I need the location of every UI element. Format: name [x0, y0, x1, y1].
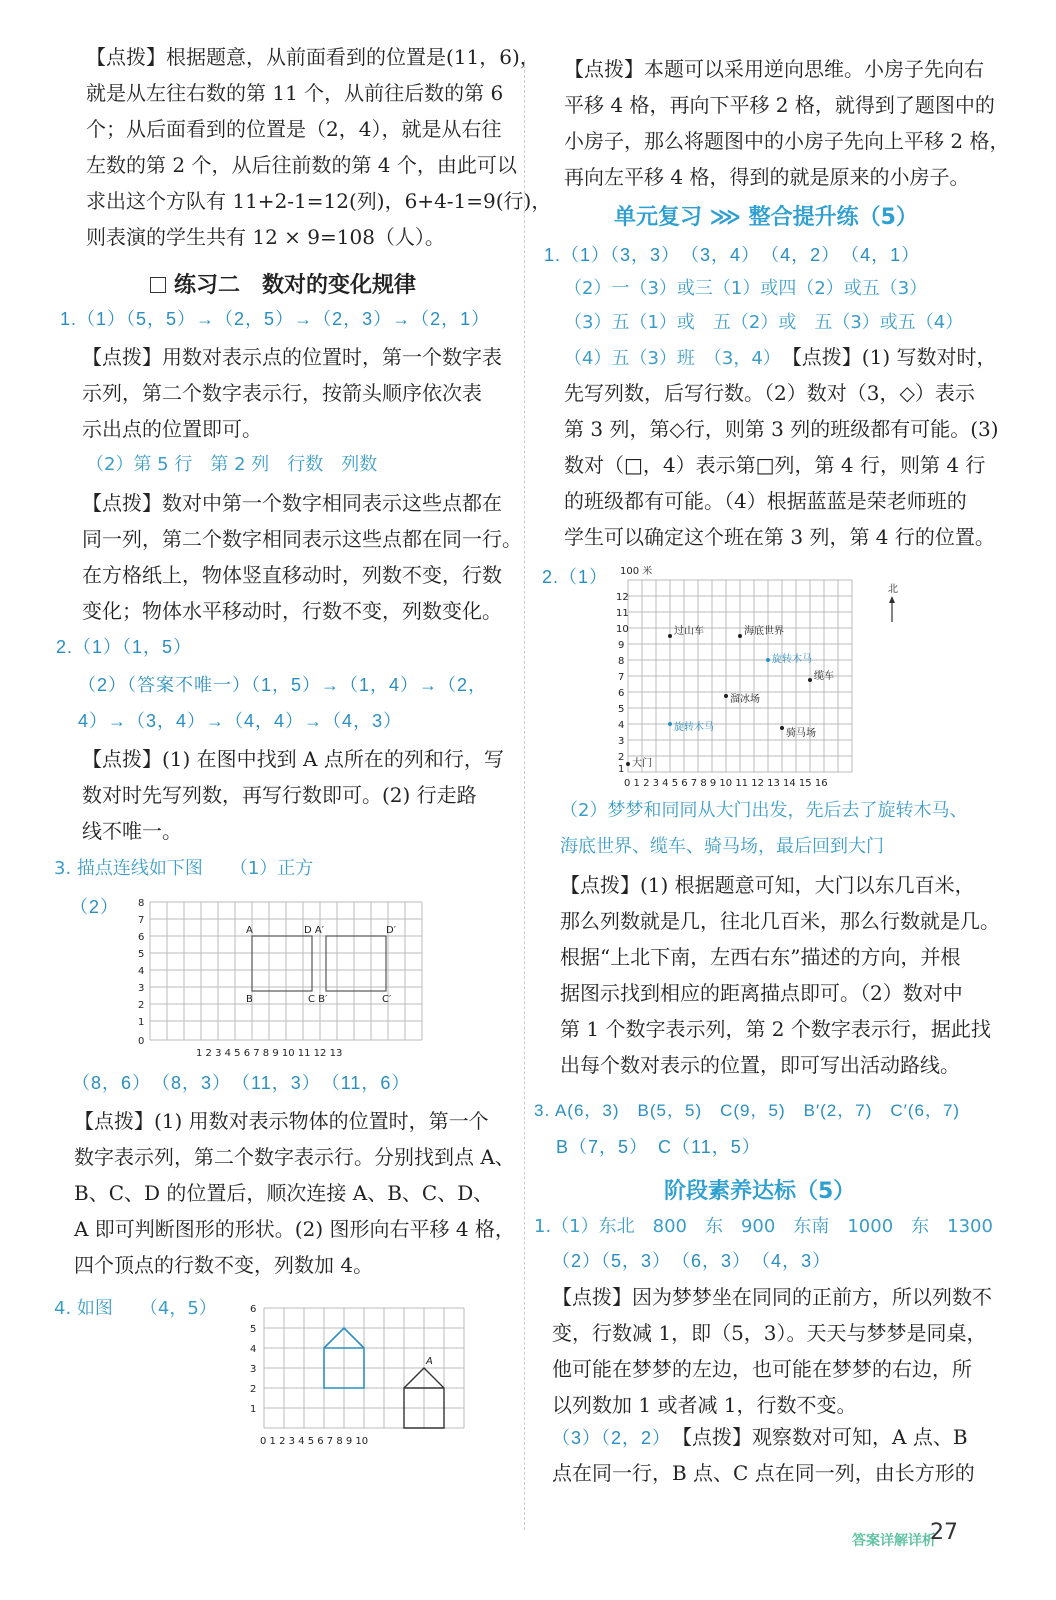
answer-line: （2）第 5 行 第 2 列 行数 列数 [86, 454, 378, 475]
svg-text:9: 9 [618, 640, 625, 651]
answer-line: 海底世界、缆车、骑马场，最后回到大门 [560, 836, 884, 857]
amusement-park-map [606, 566, 946, 790]
text-line: 【点拨】(1) 在图中找到 A 点所在的列和行，写 [82, 747, 504, 771]
svg-text:C′: C′ [382, 994, 392, 1005]
svg-text:12: 12 [616, 592, 629, 603]
text-line: 变化；物体水平移动时，行数不变，列数变化。 [82, 599, 502, 623]
answer-line: 3. A(6，3) B(5，5) C(9，5) B′(2，7) C′(6，7) [534, 1101, 961, 1120]
text-line: 【点拨】(1) 根据题意可知，大门以东几百米， [560, 873, 975, 897]
text-line: 先写列数，后写行数。（2）数对（3，◇）表示 [564, 381, 975, 405]
text-line: 示列，第二个数字表示行，按箭头顺序依次表 [82, 381, 482, 405]
svg-text:A: A [246, 925, 253, 936]
text-line: 变，行数减 1，即（5，3）。天天与梦梦是同桌， [552, 1321, 987, 1345]
text-line [564, 340, 997, 376]
answer-text: （4）五（3）班 （3，4） [564, 348, 772, 369]
text-line: 学生可以确定这个班在第 3 列，第 4 行的位置。 [564, 525, 995, 549]
text-line: 在方格纸上，物体竖直移动时，列数不变，行数 [82, 563, 502, 587]
text-line: 线不唯一。 [82, 819, 182, 843]
footer-label: 答案详解详析 [852, 1533, 936, 1549]
map-unit: 100 米 [620, 566, 653, 577]
text-line: 第 3 列，第◇行，则第 3 列的班级都有可能。(3) [564, 417, 999, 441]
svg-text:7: 7 [618, 672, 625, 683]
text-line [552, 1420, 968, 1455]
svg-text:5: 5 [138, 949, 145, 960]
answer-line: 4）→（3，4）→（4，4）→（4，3） [78, 711, 403, 731]
svg-text:A: A [426, 1356, 433, 1367]
svg-text:D A′: D A′ [304, 925, 324, 936]
svg-text:4: 4 [618, 720, 625, 731]
text-line: 数字表示列，第二个数字表示行。分别找到点 A、 [74, 1145, 515, 1169]
answer-line: （8，6） （8，3） （11，3） （11，6） [72, 1073, 411, 1093]
answer-line: 1.（1）（3，3） （3，4） （4，2） （4，1） [544, 245, 921, 265]
page-number: 27 [930, 1520, 958, 1545]
svg-text:3: 3 [250, 1364, 257, 1375]
answer-text: （3）（2，2） [552, 1428, 663, 1448]
grid-figure-q4 [242, 1296, 482, 1456]
svg-text:7: 7 [138, 915, 145, 926]
text-line: 【点拨】因为梦梦坐在同同的正前方，所以列数不 [552, 1285, 992, 1309]
answer-line: 2.（1）（1，5） [56, 637, 193, 657]
svg-text:10: 10 [616, 624, 629, 635]
svg-text:6: 6 [618, 688, 625, 699]
answer-line: 4. 如图 （4，5） [54, 1298, 217, 1319]
map-place: 海底世界 [744, 626, 784, 637]
answer-line: B（7，5） C（11，5） [556, 1137, 761, 1157]
text-line: A 即可判断图形的形状。(2) 图形向右平移 4 格， [74, 1217, 515, 1241]
map-place: 溜冰场 [730, 694, 760, 705]
text-line: 据图示找到相应的距离描点即可。（2）数对中 [560, 981, 963, 1005]
answer-line: 1.（1）（5，5）→（2，5）→（2，3）→（2，1） [60, 309, 491, 329]
text-line: 平移 4 格，再向下平移 2 格，就得到了题图中的 [564, 93, 995, 117]
map-place: 缆车 [814, 671, 834, 682]
svg-text:1: 1 [138, 1017, 145, 1028]
text-line: 小房子，那么将题图中的小房子先向上平移 2 格， [564, 129, 1010, 153]
north-label: 北 [888, 584, 898, 595]
text-line: 【点拨】用数对表示点的位置时，第一个数字表 [82, 345, 502, 369]
answer-line: （2）（答案不唯一）（1，5）→（1，4）→（2， [78, 675, 488, 695]
map-place: 过山车 [674, 626, 704, 637]
svg-text:D′: D′ [386, 925, 396, 936]
svg-text:2: 2 [618, 752, 625, 763]
svg-text:1 2 3 4 5 6 7 8 9 10 11 12 13: 1 2 3 4 5 6 7 8 9 10 11 12 13 [196, 1048, 343, 1059]
answer-line: 2.（1） [542, 567, 609, 587]
tip-text: 【点拨】(1) 写数对时， [791, 345, 997, 369]
text-line: 就是从左往右数的第 11 个，从前往后数的第 6 [86, 81, 504, 105]
tip-text: 【点拨】观察数对可知，A 点、B [682, 1425, 968, 1449]
map-place: 骑马场 [786, 728, 816, 739]
text-line: B、C、D 的位置后，顺次连接 A、B、C、D、 [74, 1181, 494, 1205]
text-line: 【点拨】本题可以采用逆向思维。小房子先向右 [564, 57, 984, 81]
answer-line: 3. 描点连线如下图 （1）正方 [54, 858, 314, 879]
map-place: 旋转木马 [772, 654, 812, 665]
svg-text:11: 11 [616, 608, 629, 619]
grid-figure-q3 [116, 892, 446, 1062]
answer-line: （2） [70, 897, 120, 917]
svg-text:5: 5 [250, 1324, 257, 1335]
svg-text:4: 4 [250, 1344, 257, 1355]
answer-line: （2）梦梦和同同从大门出发，先后去了旋转木马、 [560, 800, 968, 821]
text-line: 的班级都有可能。（4）根据蓝蓝是荣老师班的 [564, 489, 967, 513]
section-title: 单元复习 ⋙ 整合提升练（5） [614, 205, 918, 230]
text-line: 则表演的学生共有 12 × 9=108（人）。 [86, 225, 445, 249]
answer-line: （3）五（1）或 五（2）或 五（3）或五（4） [564, 312, 964, 333]
text-line: 【点拨】数对中第一个数字相同表示这些点都在 [82, 491, 502, 515]
checkbox-icon [150, 277, 166, 293]
text-line: 个；从后面看到的位置是（2，4），就是从右往 [86, 117, 502, 141]
text-line: 同一列，第二个数字相同表示这些点都在同一行。 [82, 527, 522, 551]
svg-text:B: B [246, 994, 253, 1005]
text-line: 【点拨】(1) 用数对表示物体的位置时，第一个 [74, 1109, 489, 1133]
answer-line: （2）一（3）或三（1）或四（2）或五（3） [564, 278, 928, 299]
text-line: 再向左平移 4 格，得到的就是原来的小房子。 [564, 165, 970, 189]
svg-text:3: 3 [138, 983, 145, 994]
text-line: 根据“上北下南，左西右东”描述的方向，并根 [560, 945, 961, 969]
text-line: 那么列数就是几，往北几百米，那么行数就是几。 [560, 909, 1000, 933]
text-line: 四个顶点的行数不变，列数加 4。 [74, 1253, 374, 1277]
text-line: 点在同一行，B 点、C 点在同一列，由长方形的 [552, 1461, 975, 1485]
svg-text:0 1 2 3 4 5 6 7 8 9 10 11 12 1: 0 1 2 3 4 5 6 7 8 9 10 11 12 13 14 15 16 [624, 778, 828, 789]
column-divider [524, 60, 525, 1530]
text-line: 数对（□，4）表示第□列，第 4 行，则第 4 行 [564, 453, 986, 477]
svg-text:2: 2 [138, 1000, 145, 1011]
text-line: 以列数加 1 或者减 1，行数不变。 [552, 1393, 857, 1417]
svg-text:1: 1 [618, 764, 625, 775]
section-title: 阶段素养达标（5） [664, 1179, 856, 1204]
svg-text:0: 0 [138, 1036, 145, 1047]
answer-line: 1.（1）东北 800 东 900 东南 1000 东 1300 [534, 1216, 993, 1237]
text-line: 左数的第 2 个，从后往前数的第 4 个，由此可以 [86, 153, 517, 177]
svg-text:4: 4 [138, 966, 145, 977]
text-line: 第 1 个数字表示列，第 2 个数字表示行，据此找 [560, 1017, 991, 1041]
svg-text:3: 3 [618, 736, 625, 747]
svg-text:8: 8 [138, 898, 145, 909]
north-arrow-head-icon [889, 596, 895, 603]
svg-text:1: 1 [250, 1404, 257, 1415]
text-line: 示出点的位置即可。 [82, 417, 262, 441]
svg-text:2: 2 [250, 1384, 257, 1395]
text-line: 他可能在梦梦的左边，也可能在梦梦的右边，所 [552, 1357, 972, 1381]
text-line: 数对时先写列数，再写行数即可。(2) 行走路 [82, 783, 477, 807]
svg-text:6: 6 [250, 1304, 257, 1315]
map-place: 旋转木马 [674, 722, 714, 733]
map-place: 大门 [632, 758, 652, 769]
text-line: 【点拨】根据题意，从前面看到的位置是(11，6)， [86, 45, 540, 69]
section-title: 练习二 数对的变化规律 [150, 268, 416, 299]
svg-text:5: 5 [618, 704, 625, 715]
svg-text:C B′: C B′ [308, 994, 328, 1005]
svg-text:0 1 2 3 4 5 6 7 8 9 10: 0 1 2 3 4 5 6 7 8 9 10 [260, 1436, 369, 1447]
svg-text:8: 8 [618, 656, 625, 667]
answer-line: （2）（5，3） （6，3） （4，3） [552, 1251, 832, 1271]
text-line: 求出这个方队有 11+2-1=12(列)，6+4-1=9(行)， [86, 189, 552, 213]
svg-text:6: 6 [138, 932, 145, 943]
text-line: 出每个数对表示的位置，即可写出活动路线。 [560, 1053, 960, 1077]
